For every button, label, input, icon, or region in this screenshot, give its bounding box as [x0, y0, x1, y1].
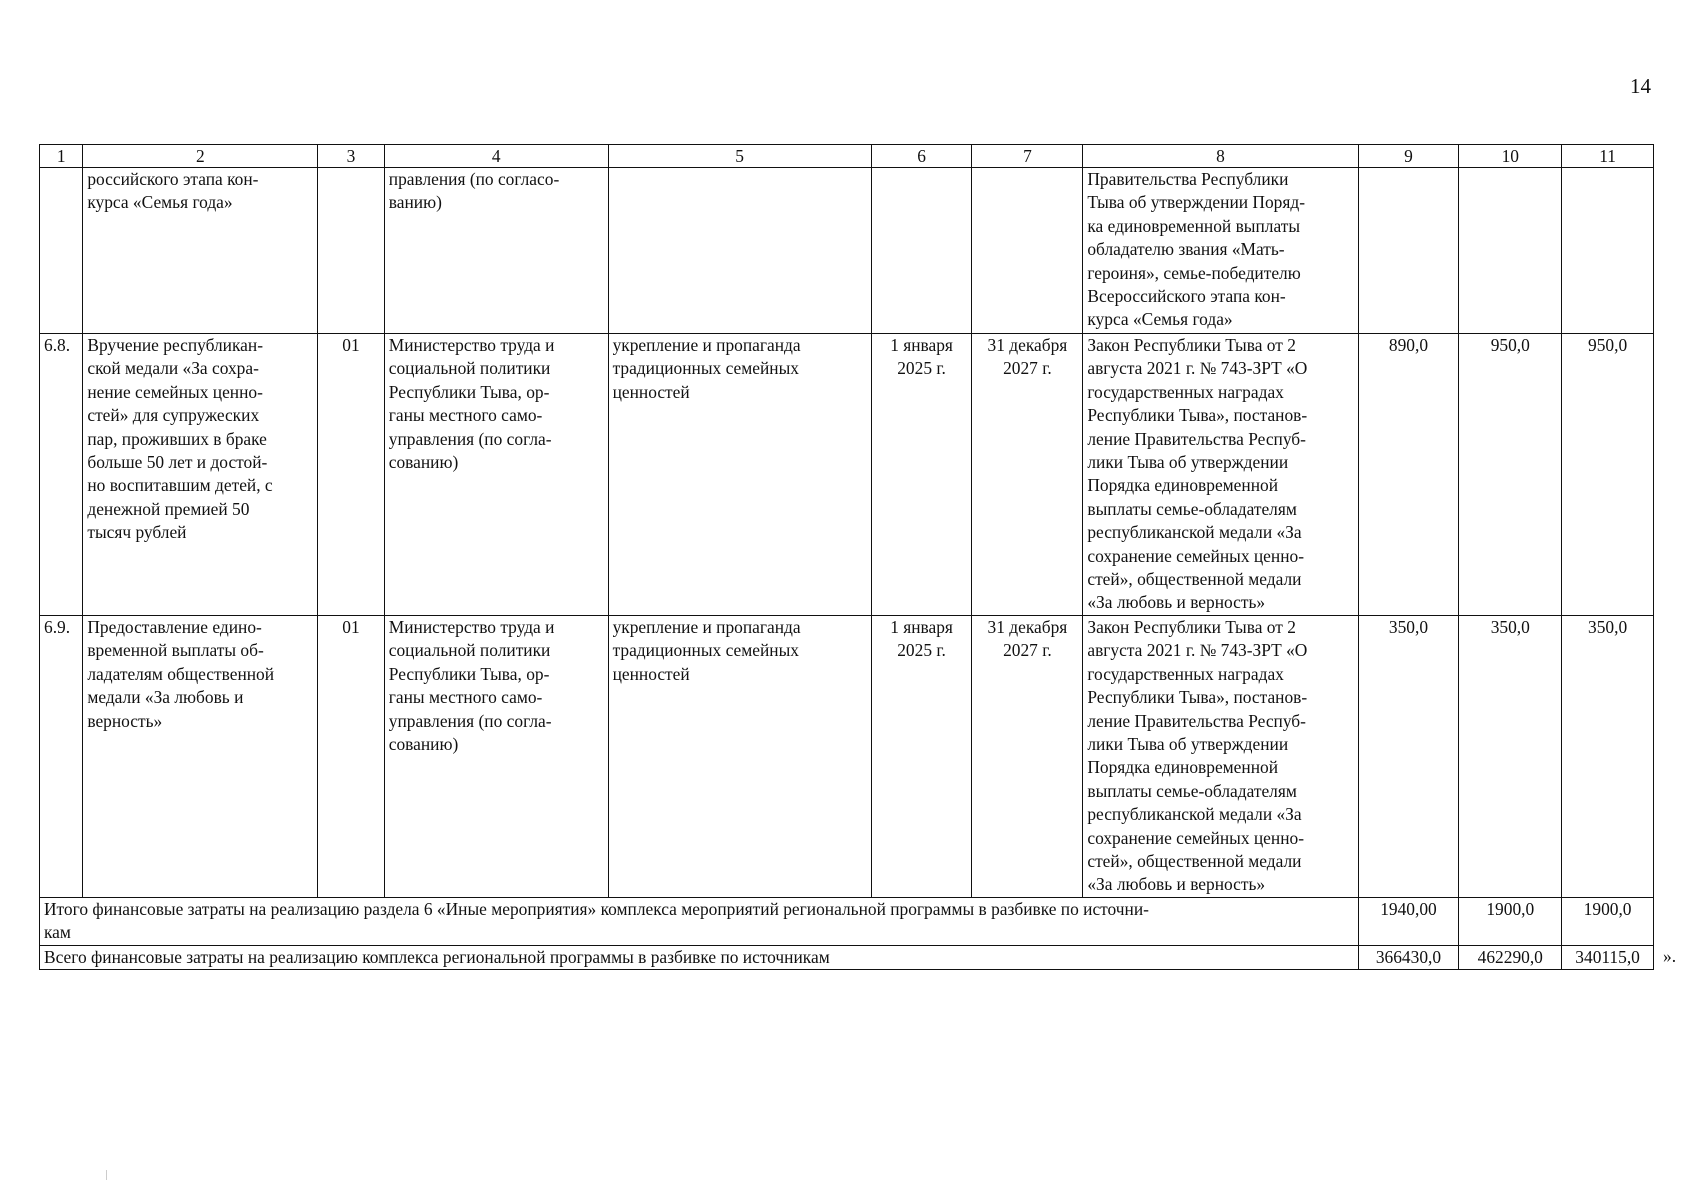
start-date: 1 января 2025 г. [871, 616, 972, 898]
start-date [871, 168, 972, 334]
row-number [40, 168, 83, 334]
value-2027: 350,0 [1562, 616, 1654, 898]
section-total-row [40, 898, 1654, 946]
scan-artifact [106, 1170, 107, 1180]
col-header: 8 [1083, 145, 1358, 168]
measure-name: Предоставление едино- временной выплаты об- ладателям общественной медали «За любовь и верность» [83, 616, 318, 898]
grand-total-2025: 366430,0 [1358, 946, 1459, 970]
section-total-2026: 1900,0 [1459, 898, 1562, 946]
goal: укрепление и пропаганда традиционных семейных ценностей [608, 334, 871, 616]
col-header: 10 [1459, 145, 1562, 168]
executor: правления (по согласо- ванию) [384, 168, 608, 334]
page-number: 14 [1630, 74, 1651, 98]
col-header: 5 [608, 145, 871, 168]
legal-basis: Закон Республики Тыва от 2 августа 2021 г. № 743-ЗРТ «О государственных наградах Республики Тыва», постанов- ление Правительства Респуб- лики Тыва об утверждении Порядка единовременной выплаты семье-обладателям республиканской медали «За сохранение семейных ценно- стей», общественной медали «За любовь и верность» [1083, 334, 1358, 616]
grand-total-2026: 462290,0 [1459, 946, 1562, 970]
code: 01 [318, 334, 385, 616]
value-2026: 350,0 [1459, 616, 1562, 898]
end-date: 31 декабря 2027 г. [972, 334, 1083, 616]
goal: укрепление и пропаганда традиционных семейных ценностей [608, 616, 871, 898]
goal [608, 168, 871, 334]
row-number: 6.8. [40, 334, 83, 616]
end-date: 31 декабря 2027 г. [972, 616, 1083, 898]
table-row [40, 616, 1654, 898]
col-header: 6 [871, 145, 972, 168]
table-row [40, 334, 1654, 616]
col-header: 4 [384, 145, 608, 168]
executor: Министерство труда и социальной политики Республики Тыва, ор- ганы местного само- управления (по согла- сованию) [384, 334, 608, 616]
legal-basis: Закон Республики Тыва от 2 августа 2021 г. № 743-ЗРТ «О государственных наградах Республики Тыва», постанов- ление Правительства Респуб- лики Тыва об утверждении Порядка единовременной выплаты семье-обладателям республиканской медали «За сохранение семейных ценно- стей», общественной медали «За любовь и верность» [1083, 616, 1358, 898]
grand-total-row [40, 946, 1654, 970]
column-number-header [40, 145, 1654, 168]
measure-name: российского этапа кон- курса «Семья года» [83, 168, 318, 334]
value-2027 [1562, 168, 1654, 334]
value-2026 [1459, 168, 1562, 334]
value-2026: 950,0 [1459, 334, 1562, 616]
value-2027: 950,0 [1562, 334, 1654, 616]
grand-total-label: Всего финансовые затраты на реализацию комплекса региональной программы в разбивке по источникам [40, 946, 1359, 970]
closing-quote-mark: ». [1663, 946, 1677, 966]
value-2025 [1358, 168, 1459, 334]
col-header: 1 [40, 145, 83, 168]
value-2025: 350,0 [1358, 616, 1459, 898]
col-header: 9 [1358, 145, 1459, 168]
value-2025: 890,0 [1358, 334, 1459, 616]
row-number: 6.9. [40, 616, 83, 898]
section-total-2027: 1900,0 [1562, 898, 1654, 946]
executor: Министерство труда и социальной политики Республики Тыва, ор- ганы местного само- управления (по согла- сованию) [384, 616, 608, 898]
section-total-label: Итого финансовые затраты на реализацию раздела 6 «Иные мероприятия» комплекса мероприятий региональной программы в разбивке по источни- кам [40, 898, 1359, 946]
col-header: 7 [972, 145, 1083, 168]
measure-name: Вручение республикан- ской медали «За сохра- нение семейных ценно- стей» для супружеских пар, проживших в браке больше 50 лет и достой- но воспитавшим детей, с денежной премией 50 тысяч рублей [83, 334, 318, 616]
section-total-2025: 1940,00 [1358, 898, 1459, 946]
end-date [972, 168, 1083, 334]
table-row [40, 168, 1654, 334]
grand-total-2027: 340115,0 [1562, 946, 1654, 970]
code [318, 168, 385, 334]
start-date: 1 января 2025 г. [871, 334, 972, 616]
program-table [39, 144, 1654, 970]
code: 01 [318, 616, 385, 898]
col-header: 2 [83, 145, 318, 168]
col-header: 3 [318, 145, 385, 168]
col-header: 11 [1562, 145, 1654, 168]
legal-basis: Правительства Республики Тыва об утверждении Поряд- ка единовременной выплаты обладателю звания «Мать- героиня», семье-победителю Всероссийского этапа кон- курса «Семья года» [1083, 168, 1358, 334]
